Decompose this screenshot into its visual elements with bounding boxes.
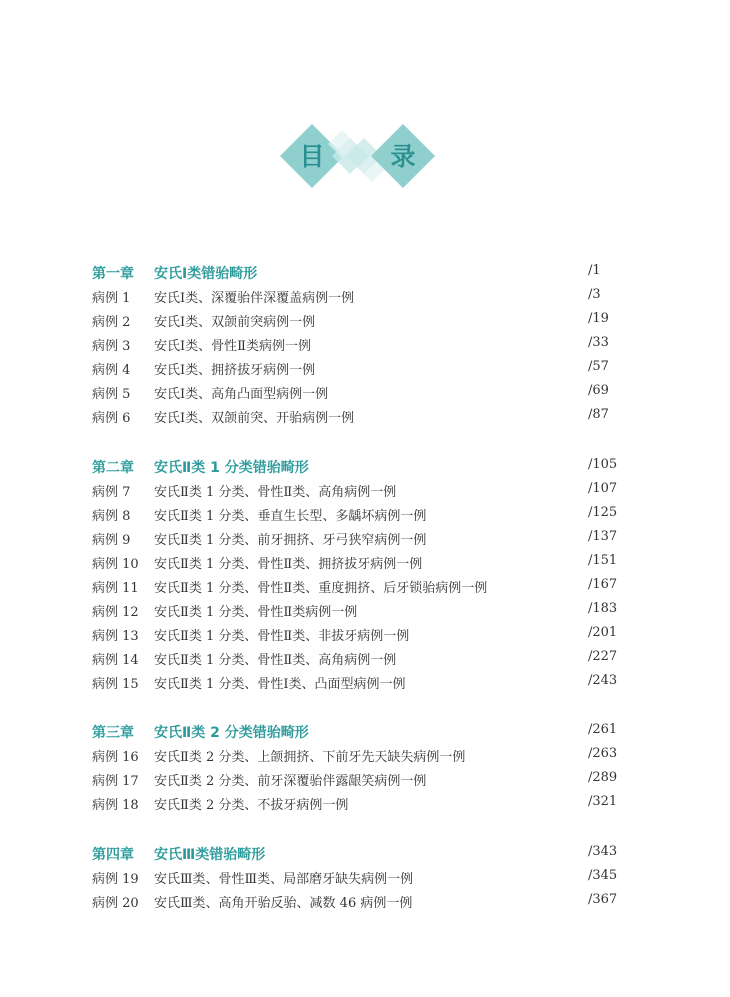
title-char-left: 目 xyxy=(299,142,325,171)
case-page: /33 xyxy=(588,335,609,350)
case-title: 安氏Ⅰ类、高角凸面型病例一例 xyxy=(154,387,329,402)
case-title: 安氏Ⅱ类 2 分类、不拔牙病例一例 xyxy=(154,798,349,813)
chapter-title: 安氏Ⅲ类错骀畸形 xyxy=(154,847,266,863)
chapter-title: 安氏Ⅰ类错骀畸形 xyxy=(154,266,258,282)
case-number: 病例 3 xyxy=(92,339,131,354)
case-page: /183 xyxy=(588,601,618,616)
case-page: /57 xyxy=(588,359,609,374)
case-page: /263 xyxy=(588,746,618,761)
case-number: 病例 8 xyxy=(92,509,131,524)
case-page: /125 xyxy=(588,505,618,520)
case-number: 病例 16 xyxy=(92,750,139,765)
case-row[interactable] xyxy=(92,601,618,623)
case-number: 病例 19 xyxy=(92,872,139,887)
case-title: 安氏Ⅰ类、双颌前突、开骀病例一例 xyxy=(154,411,355,426)
case-number: 病例 4 xyxy=(92,363,131,378)
chapter-number: 第四章 xyxy=(92,847,134,863)
chapter-page: /261 xyxy=(588,722,618,737)
case-row[interactable] xyxy=(92,746,618,768)
chapter-page: /1 xyxy=(588,263,601,278)
case-title: 安氏Ⅰ类、双颌前突病例一例 xyxy=(154,315,316,330)
case-page: /137 xyxy=(588,529,618,544)
chapter-page: /343 xyxy=(588,844,618,859)
case-row[interactable] xyxy=(92,407,612,429)
case-row[interactable] xyxy=(92,868,618,890)
chapter-number: 第二章 xyxy=(92,460,134,476)
case-row[interactable] xyxy=(92,673,618,695)
case-row[interactable] xyxy=(92,359,612,381)
case-title: 安氏Ⅲ类、高角开骀反骀、减数 46 病例一例 xyxy=(154,896,413,911)
case-page: /151 xyxy=(588,553,618,568)
toc-title-ornament xyxy=(280,124,435,188)
case-page: /367 xyxy=(588,892,618,907)
case-title: 安氏Ⅱ类 1 分类、垂直生长型、多龋坏病例一例 xyxy=(154,509,427,524)
case-row[interactable] xyxy=(92,287,612,309)
case-title: 安氏Ⅱ类 1 分类、骨性Ⅱ类、高角病例一例 xyxy=(154,653,397,668)
case-title: 安氏Ⅰ类、骨性Ⅱ类病例一例 xyxy=(154,339,311,354)
case-page: /3 xyxy=(588,287,601,302)
case-number: 病例 12 xyxy=(92,605,139,620)
case-page: /243 xyxy=(588,673,618,688)
case-page: /107 xyxy=(588,481,618,496)
case-title: 安氏Ⅱ类 2 分类、上颌拥挤、下前牙先天缺失病例一例 xyxy=(154,750,466,765)
case-page: /19 xyxy=(588,311,609,326)
case-number: 病例 9 xyxy=(92,533,131,548)
diamond-ornament xyxy=(280,124,435,188)
case-row[interactable] xyxy=(92,577,618,599)
case-number: 病例 6 xyxy=(92,411,131,426)
case-number: 病例 13 xyxy=(92,629,139,644)
chapter-1-row[interactable] xyxy=(92,263,612,285)
case-title: 安氏Ⅱ类 1 分类、骨性Ⅱ类、重度拥挤、后牙锁骀病例一例 xyxy=(154,581,488,596)
case-number: 病例 2 xyxy=(92,315,131,330)
case-row[interactable] xyxy=(92,505,618,527)
case-title: 安氏Ⅱ类 1 分类、骨性Ⅰ类、凸面型病例一例 xyxy=(154,677,406,692)
chapter-number: 第三章 xyxy=(92,725,134,741)
case-title: 安氏Ⅱ类 1 分类、前牙拥挤、牙弓狭窄病例一例 xyxy=(154,533,427,548)
case-title: 安氏Ⅰ类、深覆骀伴深覆盖病例一例 xyxy=(154,291,355,306)
case-number: 病例 15 xyxy=(92,677,139,692)
title-char-right: 录 xyxy=(390,142,416,171)
chapter-title: 安氏Ⅱ类 1 分类错骀畸形 xyxy=(154,460,309,476)
case-page: /345 xyxy=(588,868,618,883)
chapter-2-row[interactable] xyxy=(92,457,618,479)
chapter-4-row[interactable] xyxy=(92,844,618,866)
case-row[interactable] xyxy=(92,383,612,405)
chapter-3-row[interactable] xyxy=(92,722,618,744)
case-number: 病例 7 xyxy=(92,485,131,500)
case-title: 安氏Ⅱ类 1 分类、骨性Ⅱ类病例一例 xyxy=(154,605,358,620)
case-page: /289 xyxy=(588,770,618,785)
case-number: 病例 10 xyxy=(92,557,139,572)
case-row[interactable] xyxy=(92,794,618,816)
case-title: 安氏Ⅱ类 1 分类、骨性Ⅱ类、高角病例一例 xyxy=(154,485,397,500)
case-page: /87 xyxy=(588,407,609,422)
case-number: 病例 11 xyxy=(92,581,139,596)
chapter-number: 第一章 xyxy=(92,266,134,282)
case-row[interactable] xyxy=(92,625,618,647)
case-number: 病例 20 xyxy=(92,896,139,911)
chapter-page: /105 xyxy=(588,457,618,472)
case-title: 安氏Ⅲ类、骨性Ⅲ类、局部磨牙缺失病例一例 xyxy=(154,872,414,887)
case-number: 病例 1 xyxy=(92,291,131,306)
case-number: 病例 17 xyxy=(92,774,139,789)
case-title: 安氏Ⅱ类 2 分类、前牙深覆骀伴露龈笑病例一例 xyxy=(154,774,427,789)
case-row[interactable] xyxy=(92,649,618,671)
case-page: /201 xyxy=(588,625,618,640)
case-number: 病例 5 xyxy=(92,387,131,402)
case-row[interactable] xyxy=(92,770,618,792)
case-row[interactable] xyxy=(92,892,618,914)
case-page: /167 xyxy=(588,577,618,592)
case-page: /227 xyxy=(588,649,618,664)
case-title: 安氏Ⅱ类 1 分类、骨性Ⅱ类、拥挤拔牙病例一例 xyxy=(154,557,423,572)
case-page: /69 xyxy=(588,383,609,398)
case-title: 安氏Ⅱ类 1 分类、骨性Ⅱ类、非拔牙病例一例 xyxy=(154,629,410,644)
case-number: 病例 14 xyxy=(92,653,139,668)
case-title: 安氏Ⅰ类、拥挤拔牙病例一例 xyxy=(154,363,316,378)
case-row[interactable] xyxy=(92,481,618,503)
case-page: /321 xyxy=(588,794,618,809)
case-number: 病例 18 xyxy=(92,798,139,813)
chapter-title: 安氏Ⅱ类 2 分类错骀畸形 xyxy=(154,725,309,741)
case-row[interactable] xyxy=(92,529,618,551)
case-row[interactable] xyxy=(92,553,618,575)
case-row[interactable] xyxy=(92,311,612,333)
case-row[interactable] xyxy=(92,335,612,357)
